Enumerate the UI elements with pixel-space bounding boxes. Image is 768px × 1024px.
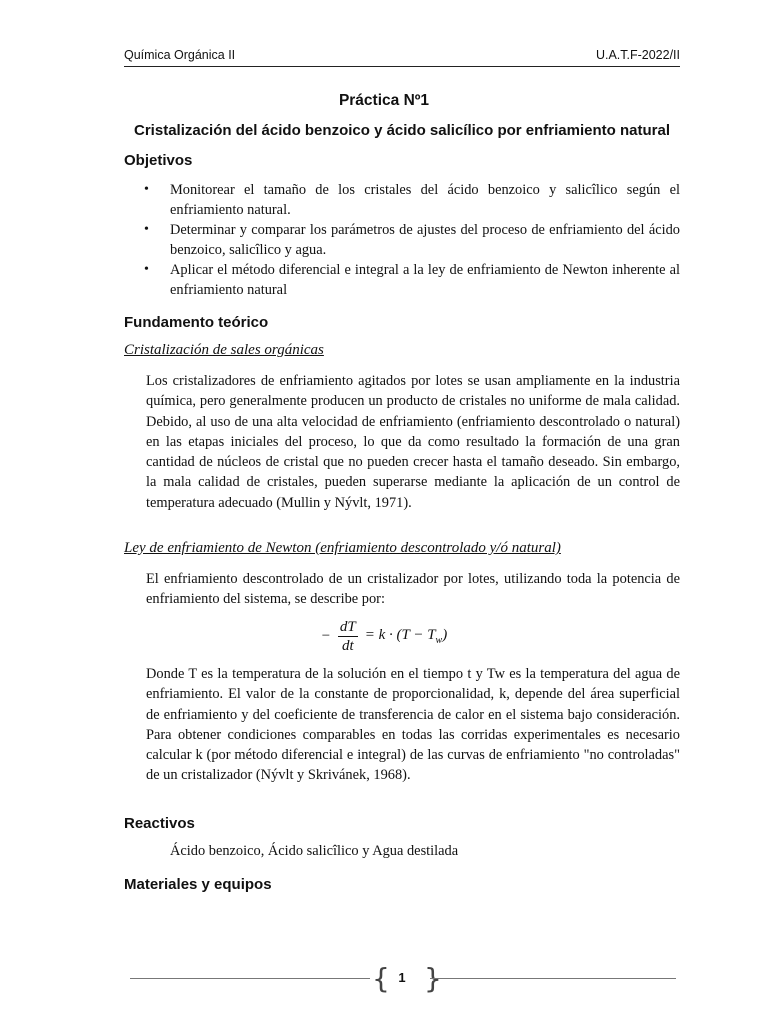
footer-brace-right-icon: } — [424, 962, 442, 995]
equation-close: ) — [442, 626, 448, 643]
heading-fundamento: Fundamento teórico — [124, 314, 269, 331]
equation-rhs — [365, 627, 447, 646]
document-subtitle: Cristalización del ácido benzoico y ácido salicílico por enfriamiento natural — [134, 122, 670, 139]
equation-fraction — [338, 618, 358, 655]
newton-equation — [0, 614, 768, 658]
footer-rule-left — [130, 978, 370, 979]
paragraph-ley-intro: El enfriamiento descontrolado de un cristalizador por lotes, utilizando toda la potencia de enfriamiento del sistema, se describe por: — [146, 571, 680, 608]
list-item: • Determinar y comparar los parámetros de ajustes del proceso de enfriamiento del ácido benzoico, salicîlico y agua. — [140, 220, 680, 260]
reactivos-text: Ácido benzoico, Ácido salicîlico y Agua destilada — [170, 843, 459, 859]
equation-denominator: dt — [341, 637, 354, 654]
paragraph-cristalizacion: Los cristalizadores de enfriamiento agitados por lotes se usan ampliamente en la industria química, pero generalmente producen un producto de cristales no uniforme de mala calidad. Debido, al uso de una alta velocidad de enfriamiento (enfriamiento descontrolado o natural) en las etapas iniciales del proceso, lo que da como resultado la formación de una gran cantidad de núcleos de cristal que no pueden crecer hasta el tamaño deseado. Sin embargo, la mala calidad de cristales, pueden superarse mediante la aplicación de un control de temperatura adecuado (Mullin y Nývlt, 1971). — [146, 373, 680, 511]
list-item: • Monitorear el tamaño de los cristales del ácido benzoico y salicîlico según el enfriamiento natural. — [140, 180, 680, 220]
header-institution: U.A.T.F-2022/II — [595, 48, 680, 62]
equation-numerator: dT — [339, 618, 356, 635]
list-item: • Aplicar el método diferencial e integral a la ley de enfriamiento de Newton inherente al enfriamiento natural — [140, 260, 680, 300]
heading-objetivos: Objetivos — [124, 152, 193, 169]
footer-brace-left-icon: { — [372, 962, 390, 995]
page-number: 1 — [398, 970, 406, 985]
equation-minus: − — [320, 627, 331, 644]
heading-reactivos: Reactivos — [124, 815, 195, 832]
equation-rhs-text: = k · (T − T — [364, 626, 436, 643]
heading-materiales: Materiales y equipos — [124, 876, 272, 893]
subheading-ley-newton: Ley de enfriamiento de Newton (enfriamiento descontrolado y/ó natural) — [124, 540, 561, 556]
header-course: Química Orgánica II — [124, 48, 236, 62]
paragraph-ley-detalle: Donde T es la temperatura de la solución en el tiempo t y Tw es la temperatura del agua de enfriamiento. El valor de la constante de proporcionalidad, k, depende del área superficial de enfriamiento y del coeficiente de transferencia de calor en el sistema bajo consideración. Para obtener condiciones comparables en todas las corridas experimentales es necesario calcular k (por método diferencial e integral) de las curvas de enfriamiento "no controladas" de un cristalizador (Nývlt y Skrivánek, 1968). — [146, 666, 680, 784]
objetivos-list — [140, 180, 680, 300]
equation-subscript: w — [435, 634, 443, 646]
page-header — [124, 46, 680, 67]
subheading-cristalizacion: Cristalización de sales orgánicas — [124, 342, 324, 358]
page-footer — [130, 962, 676, 995]
document-title: Práctica Nº1 — [338, 92, 430, 109]
footer-rule-right — [430, 978, 676, 979]
